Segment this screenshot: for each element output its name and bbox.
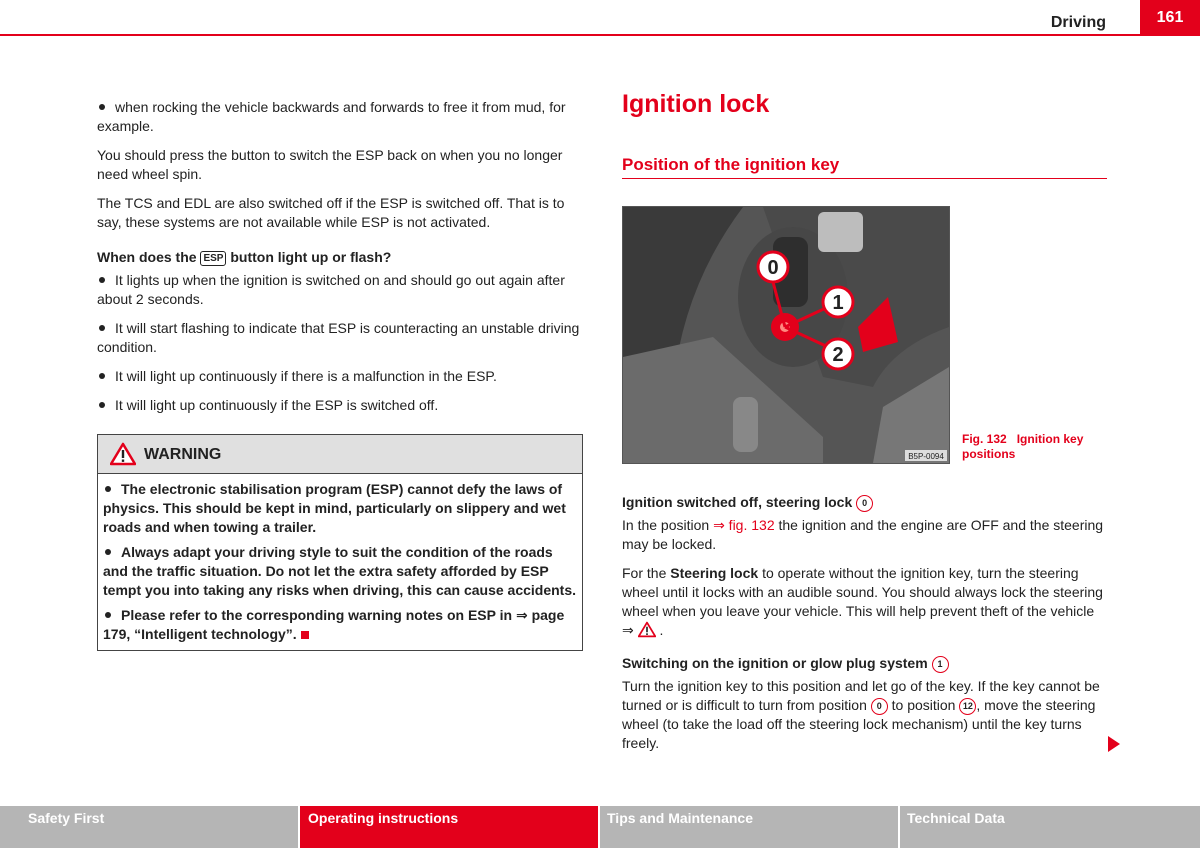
bullet-icon: [105, 486, 111, 492]
paragraph: You should press the button to switch the ESP back on when you no longer need wheel spin.: [97, 147, 563, 182]
warning-box: [97, 434, 583, 651]
paragraph: The TCS and EDL are also switched off if the ESP is switched off. That is to say, these systems are not available while ESP is not activated.: [97, 195, 565, 230]
subheading-steering-lock: Ignition switched off, steering lock 0: [622, 493, 1108, 512]
position-badge: 0: [871, 698, 888, 715]
list-item: It lights up when the ignition is switched on and should go out again after about 2 seconds.: [97, 272, 565, 307]
left-column: [97, 98, 583, 651]
paragraph: For the Steering lock to operate without the ignition key, turn the steering wheel until it locks with an audible sound. You should always lock the steering wheel when you leave your vehicle. This will help prevent theft of the vehicle ⇒ .: [622, 565, 1103, 638]
bullet-icon: [99, 277, 105, 283]
warning-title: WARNING: [144, 445, 222, 463]
bullet-icon: [105, 612, 111, 618]
section-title: Ignition lock: [622, 90, 770, 118]
tab-operating-instructions[interactable]: Operating instructions: [300, 806, 598, 848]
end-marker-icon: [301, 631, 309, 639]
figure-code: B5P-0094: [908, 452, 944, 461]
paragraph: In the position ⇒ fig. 132 the ignition and the engine are OFF and the steering may be locked.: [622, 517, 1104, 552]
warning-item: The electronic stabilisation program (ESP) cannot defy the laws of physics. This should be kept in mind, particularly on slippery and wet roads and when towing a trailer.: [103, 481, 566, 535]
footer-nav: [0, 806, 1200, 848]
position-badge: 12: [959, 698, 976, 715]
tab-safety-first[interactable]: Safety First: [0, 806, 298, 848]
tab-tips-maintenance[interactable]: Tips and Maintenance: [600, 806, 898, 848]
warning-header: [98, 435, 582, 474]
bullet-icon: [99, 325, 105, 331]
paragraph: Turn the ignition key to this position and let go of the key. If the key cannot be turned or is difficult to turn from position 0 to position 12 , move the steering wheel (to take the load off the steering lock mechanism) until the key turns freely.: [622, 678, 1100, 751]
page-179-link[interactable]: page 179, “Intelligent technology”.: [103, 607, 565, 642]
tab-technical-data[interactable]: Technical Data: [900, 806, 1200, 848]
header-rule: [0, 34, 1140, 36]
position-0-label: 0: [767, 257, 779, 279]
warning-triangle-icon: [110, 442, 136, 466]
position-1-label: 1: [832, 292, 844, 314]
warning-item: Please refer to the corresponding warning notes on ESP in ⇒ page 179, “Intelligent technology”.: [103, 607, 565, 642]
warning-triangle-icon[interactable]: [638, 621, 656, 638]
warning-link-arrow[interactable]: ⇒: [622, 622, 634, 638]
list-item: when rocking the vehicle backwards and forwards to free it from mud, for example.: [97, 99, 566, 134]
question-heading: When does the ESP button light up or flash?: [97, 249, 392, 265]
bullet-icon: [99, 402, 105, 408]
page-link-arrow[interactable]: ⇒: [515, 607, 528, 623]
header-section-title: Driving: [1050, 14, 1106, 31]
page-number: 161: [1140, 0, 1200, 36]
list-item: It will light up continuously if there is a malfunction in the ESP.: [97, 367, 583, 386]
esp-button-icon: ESP: [200, 251, 226, 266]
ignition-key-figure: [622, 206, 950, 464]
position-badge: 0: [856, 495, 873, 512]
bullet-icon: [105, 549, 111, 555]
bullet-icon: [99, 104, 105, 110]
position-badge: 1: [932, 656, 949, 673]
warning-item: Always adapt your driving style to suit the condition of the roads and the traffic situation. Do not let the extra safety afforded by ESP tempt you into taking any risks when driving, this can cause accidents.: [103, 544, 577, 598]
ignition-body: [622, 493, 1108, 763]
subsection-title: Position of the ignition key: [622, 155, 1107, 179]
warning-body: [98, 474, 582, 650]
figure-caption: Fig. 132 Ignition key positions: [962, 432, 1084, 461]
continue-arrow-icon[interactable]: [1108, 736, 1120, 752]
ignition-illustration: [623, 207, 949, 463]
fig-132-link[interactable]: ⇒ fig. 132: [713, 517, 775, 533]
bullet-icon: [99, 373, 105, 379]
position-2-label: 2: [832, 344, 844, 366]
list-item: It will light up continuously if the ESP is switched off.: [97, 396, 583, 415]
subheading-ignition-on: Switching on the ignition or glow plug system 1: [622, 654, 1108, 673]
list-item: It will start flashing to indicate that ESP is counteracting an unstable driving condition.: [97, 320, 580, 355]
